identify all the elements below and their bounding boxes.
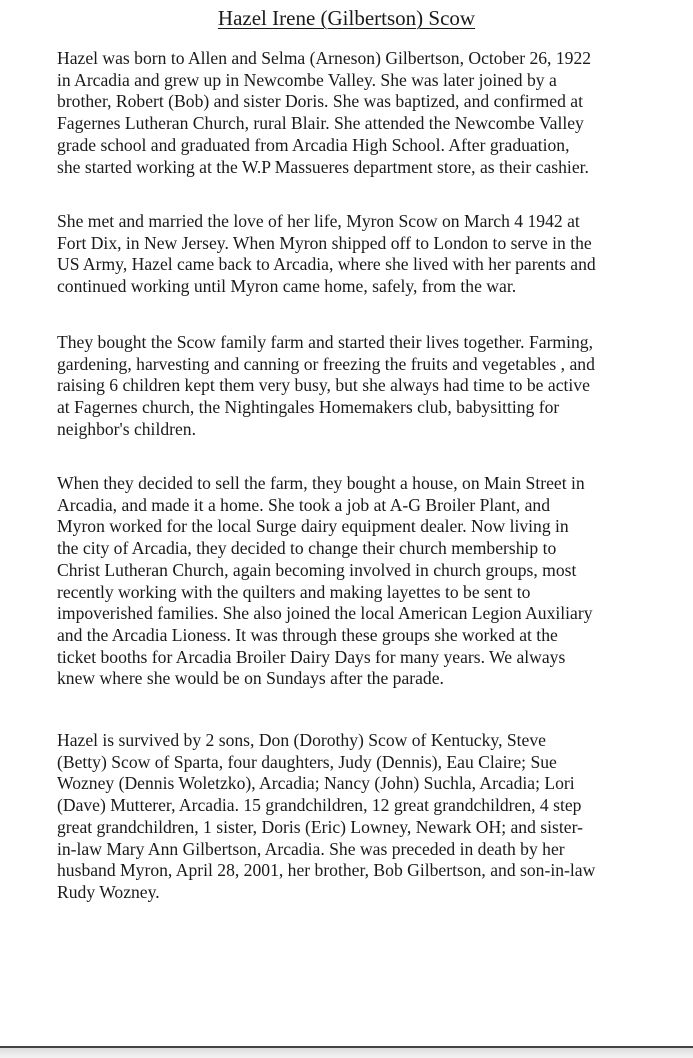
text-line: in Arcadia and grew up in Newcombe Valley. She was later joined by a	[57, 69, 557, 90]
text-line: She met and married the love of her life, Myron Scow on March 4 1942 at	[57, 211, 580, 231]
text-line: Hazel was born to Allen and Selma (Arneson) Gilbertson, October 26, 1922	[57, 48, 592, 68]
paragraph-arcadia	[57, 473, 691, 690]
text-line: recently working with the quilters and making layettes to be sent to	[57, 581, 531, 602]
text-line: the city of Arcadia, they decided to change their church membership to	[57, 538, 557, 559]
paragraph-marriage	[57, 211, 691, 298]
text-line: (Betty) Scow of Sparta, four daughters, Judy (Dennis), Eau Claire; Sue	[57, 751, 557, 772]
text-line: Hazel is survived by 2 sons, Don (Dorothy) Scow of Kentucky, Steve	[57, 730, 546, 750]
text-line: US Army, Hazel came back to Arcadia, where she lived with her parents and	[57, 254, 596, 275]
text-line: When they decided to sell the farm, they bought a house, on Main Street in	[57, 473, 585, 493]
text-line: and the Arcadia Lioness. It was through these groups she worked at the	[57, 624, 558, 645]
text-line: gardening, harvesting and canning or freezing the fruits and vegetables , and	[57, 353, 595, 374]
text-line: great grandchildren, 1 sister, Doris (Eric) Lowney, Newark OH; and sister-	[57, 816, 583, 837]
text-line: in-law Mary Ann Gilbertson, Arcadia. She was preceded in death by her	[57, 838, 565, 859]
text-line: Fort Dix, in New Jersey. When Myron shipped off to London to serve in the	[57, 232, 592, 253]
text-line: They bought the Scow family farm and started their lives together. Farming,	[57, 332, 593, 352]
scan-edge-shadow	[0, 1048, 693, 1058]
document-title	[0, 6, 693, 30]
paragraph-farm	[57, 332, 691, 441]
text-line: neighbor's children.	[57, 418, 196, 439]
text-line: continued working until Myron came home, safely, from the war.	[57, 276, 517, 297]
text-line: husband Myron, April 28, 2001, her brother, Bob Gilbertson, and son-in-law	[57, 860, 596, 881]
text-line: Arcadia, and made it a home. She took a job at A-G Broiler Plant, and	[57, 494, 550, 515]
text-line: raising 6 children kept them very busy, but she always had time to be active	[57, 375, 590, 396]
paragraph-birth	[57, 48, 691, 178]
text-line: Fagernes Lutheran Church, rural Blair. She attended the Newcombe Valley	[57, 113, 584, 134]
text-line: at Fagernes church, the Nightingales Homemakers club, babysitting for	[57, 397, 560, 418]
paragraph-survivors	[57, 730, 691, 904]
text-line: (Dave) Mutterer, Arcadia. 15 grandchildren, 12 great grandchildren, 4 step	[57, 795, 582, 816]
text-line: impoverished families. She also joined the local American Legion Auxiliary	[57, 603, 593, 624]
text-line: Rudy Wozney.	[57, 881, 160, 902]
document-title-text: Hazel Irene (Gilbertson) Scow	[217, 6, 476, 30]
text-line: Christ Lutheran Church, again becoming involved in church groups, most	[57, 559, 577, 580]
text-line: brother, Robert (Bob) and sister Doris. She was baptized, and confirmed at	[57, 91, 583, 112]
text-line: Myron worked for the local Surge dairy equipment dealer. Now living in	[57, 516, 569, 537]
text-line: ticket booths for Arcadia Broiler Dairy Days for many years. We always	[57, 646, 566, 667]
text-line: Wozney (Dennis Woletzko), Arcadia; Nancy (John) Suchla, Arcadia; Lori	[57, 773, 575, 794]
text-line: knew where she would be on Sundays after the parade.	[57, 668, 444, 689]
text-line: grade school and graduated from Arcadia High School. After graduation,	[57, 134, 570, 155]
text-line: she started working at the W.P Massueres department store, as their cashier.	[57, 156, 589, 177]
